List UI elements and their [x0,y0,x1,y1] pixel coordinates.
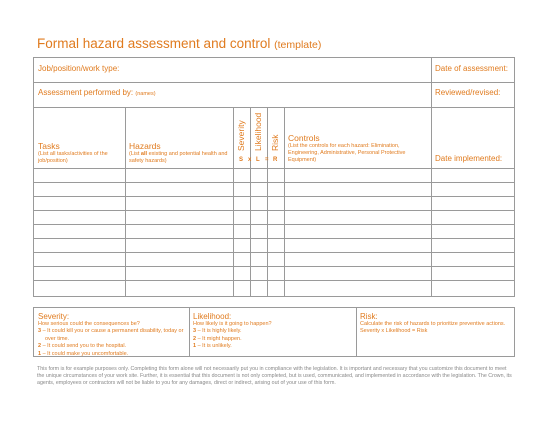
severity-item-2: 2 – It could send you to the hospital. [38,343,127,350]
risk-legend-question: Calculate the risk of hazards to prioritize preventive actions. [360,321,506,327]
col-divider [431,58,432,296]
performed-hint: (names) [135,91,156,97]
col-divider [125,107,126,296]
row-divider [34,280,514,281]
likelihood-header: Likelihood [253,112,263,151]
date-implemented-header: Date implemented: [435,154,503,163]
row-divider [34,182,514,183]
formula-s: S [239,157,244,163]
row-divider [34,82,514,83]
severity-header: Severity [236,120,246,151]
hazards-header: Hazards [129,141,161,151]
disclaimer-text: This form is for example purposes only. Completing this form alone will not necessarily put you in compliance with the legislation. It is important and necessary that you customize this document to meet the unique circumstances of your work site. Further, it is essential that this document is not only completed, but is used, communicated, and implemented in accordance with the legislation. The Crown, its agents, employees or contractors will not be liable to you for any damages, direct or indirect, arising out of your use of this form. [37,366,512,387]
col-divider [189,308,190,356]
row-divider [34,238,514,239]
hazard-table [33,57,515,297]
risk-legend-title: Risk: [360,312,378,321]
col-divider [356,308,357,356]
severity-legend [38,312,186,358]
row-divider [34,210,514,211]
row-divider [34,252,514,253]
likelihood-item-1: 1 – It is unlikely. [193,343,232,350]
formula-l: L [256,157,260,163]
formula-eq: = [265,157,269,163]
severity-item-3: 3 – It could kill you or cause a permanent disability, today or over time. [38,328,184,342]
col-divider [267,107,268,296]
row-divider [34,168,514,169]
tasks-header: Tasks [38,141,60,151]
formula-r: R [273,157,278,163]
likelihood-item-3: 3 – It is highly likely. [193,328,242,335]
legend-box [33,307,515,357]
reviewed-revised-label: Reviewed/revised: [435,88,501,97]
severity-item-1: 1 – It could make you uncomfortable. [38,350,129,357]
risk-legend [360,312,510,336]
page-title: Formal hazard assessment and control (template) [37,36,322,51]
controls-header: Controls [288,133,320,143]
severity-legend-title: Severity: [38,312,70,321]
likelihood-legend-question: How likely is it going to happen? [193,321,272,327]
col-divider [250,107,251,296]
severity-legend-question: How serious could the consequences be? [38,321,140,327]
likelihood-item-2: 2 – It might happen. [193,335,242,342]
title-subtitle: (template) [274,39,322,51]
likelihood-legend [193,312,353,351]
row-divider [34,224,514,225]
hazards-hint: (List all existing and potential health and safety hazards) [129,151,228,165]
risk-header: Risk [270,134,280,151]
row-divider [34,266,514,267]
date-of-assessment-label: Date of assessment: [435,64,508,73]
tasks-hint: (List all tasks/activities of the job/position) [38,151,108,165]
job-position-label: Job/position/work type: [38,64,120,73]
row-divider [34,107,514,108]
assessment-performed-label: Assessment performed by: (names) [38,88,156,97]
row-divider [34,196,514,197]
col-divider [233,107,234,296]
controls-hint: (List the controls for each hazard: Elimination, Engineering, Administrative, Personal Protective Equipment) [288,143,406,164]
likelihood-legend-title: Likelihood: [193,312,232,321]
risk-legend-formula: Severity x Likelihood = Risk [360,328,428,335]
col-divider [284,107,285,296]
formula-x: x [248,157,252,163]
